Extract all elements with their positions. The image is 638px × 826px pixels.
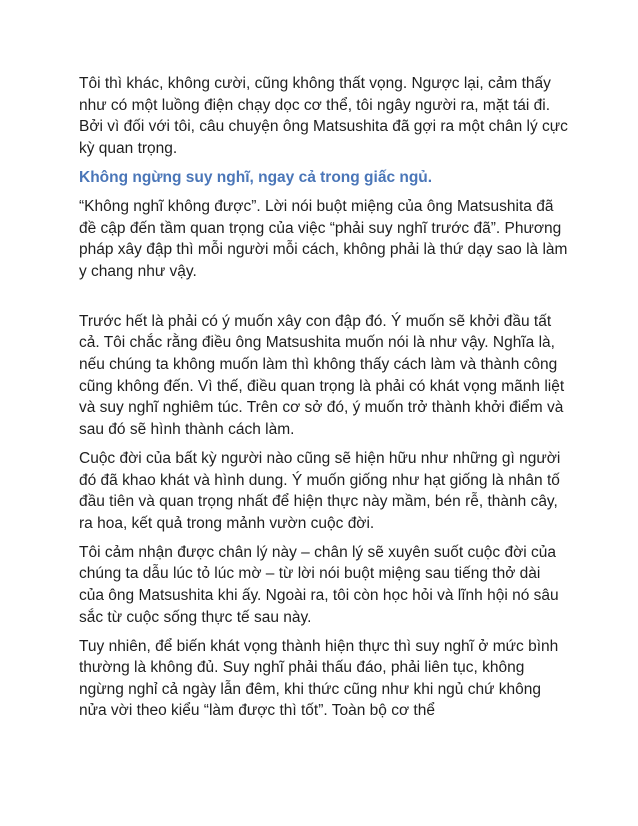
paragraph-6: Tuy nhiên, để biến khát vọng thành hiện thực thì suy nghĩ ở mức bình thường là không đủ. Suy nghĩ phải thấu đáo, phải liên tục, không ngừng nghỉ cả ngày lẫn đêm, khi thức cũng như khi ngủ chứ không nửa vời theo kiểu “làm được thì tốt”. Toàn bộ cơ thể <box>79 637 559 720</box>
paragraph-spacer <box>79 290 569 311</box>
paragraph-1: Tôi thì khác, không cười, cũng không thất vọng. Ngược lại, cảm thấy như có một luồng điện chạy dọc cơ thể, tôi ngây người ra, mặt tái đi. Bởi vì đối với tôi, câu chuyện ông Matsushita đã gợi ra một chân lý cực kỳ quan trọng. <box>79 75 568 157</box>
paragraph-4: Cuộc đời của bất kỳ người nào cũng sẽ hiện hữu như những gì người đó đã khao khát và hình dung. Ý muốn giống như hạt giống là nhân tố đầu tiên và quan trọng nhất để hiện thực này mầm, bén rễ, thành cây, ra hoa, kết quả trong mảnh vườn cuộc đời. <box>79 449 561 532</box>
paragraph-2: “Không nghĩ không được”. Lời nói buột miệng của ông Matsushita đã đề cập đến tầm quan trọng của việc “phải suy nghĩ trước đã”. Phương pháp xây đập thì mỗi người mỗi cách, không phải là thứ dạy sao là làm y chang như vậy. <box>79 197 568 280</box>
paragraph-5: Tôi cảm nhận được chân lý này – chân lý sẽ xuyên suốt cuộc đời của chúng ta dẫu lúc tỏ lúc mờ – từ lời nói buột miệng sau tiếng thở dài của ông Matsushita khi ấy. Ngoài ra, tôi còn học hỏi và lĩnh hội nó sâu sắc từ cuộc sống thực tế sau này. <box>79 543 559 626</box>
section-heading: Không ngừng suy nghĩ, ngay cả trong giấc ngủ. <box>79 168 433 186</box>
document-body <box>79 73 569 730</box>
paragraph-3: Trước hết là phải có ý muốn xây con đập đó. Ý muốn sẽ khởi đầu tất cả. Tôi chắc rằng điều ông Matsushita muốn nói là như vậy. Nghĩa là, nếu chúng ta không muốn làm thì không thấy cách làm và thành công cũng không đến. Vì thế, điều quan trọng là phải có khát vọng mãnh liệt và suy nghĩ nghiêm túc. Trên cơ sở đó, ý muốn trở thành khởi điểm và sau đó sẽ hình thành cách làm. <box>79 312 565 438</box>
